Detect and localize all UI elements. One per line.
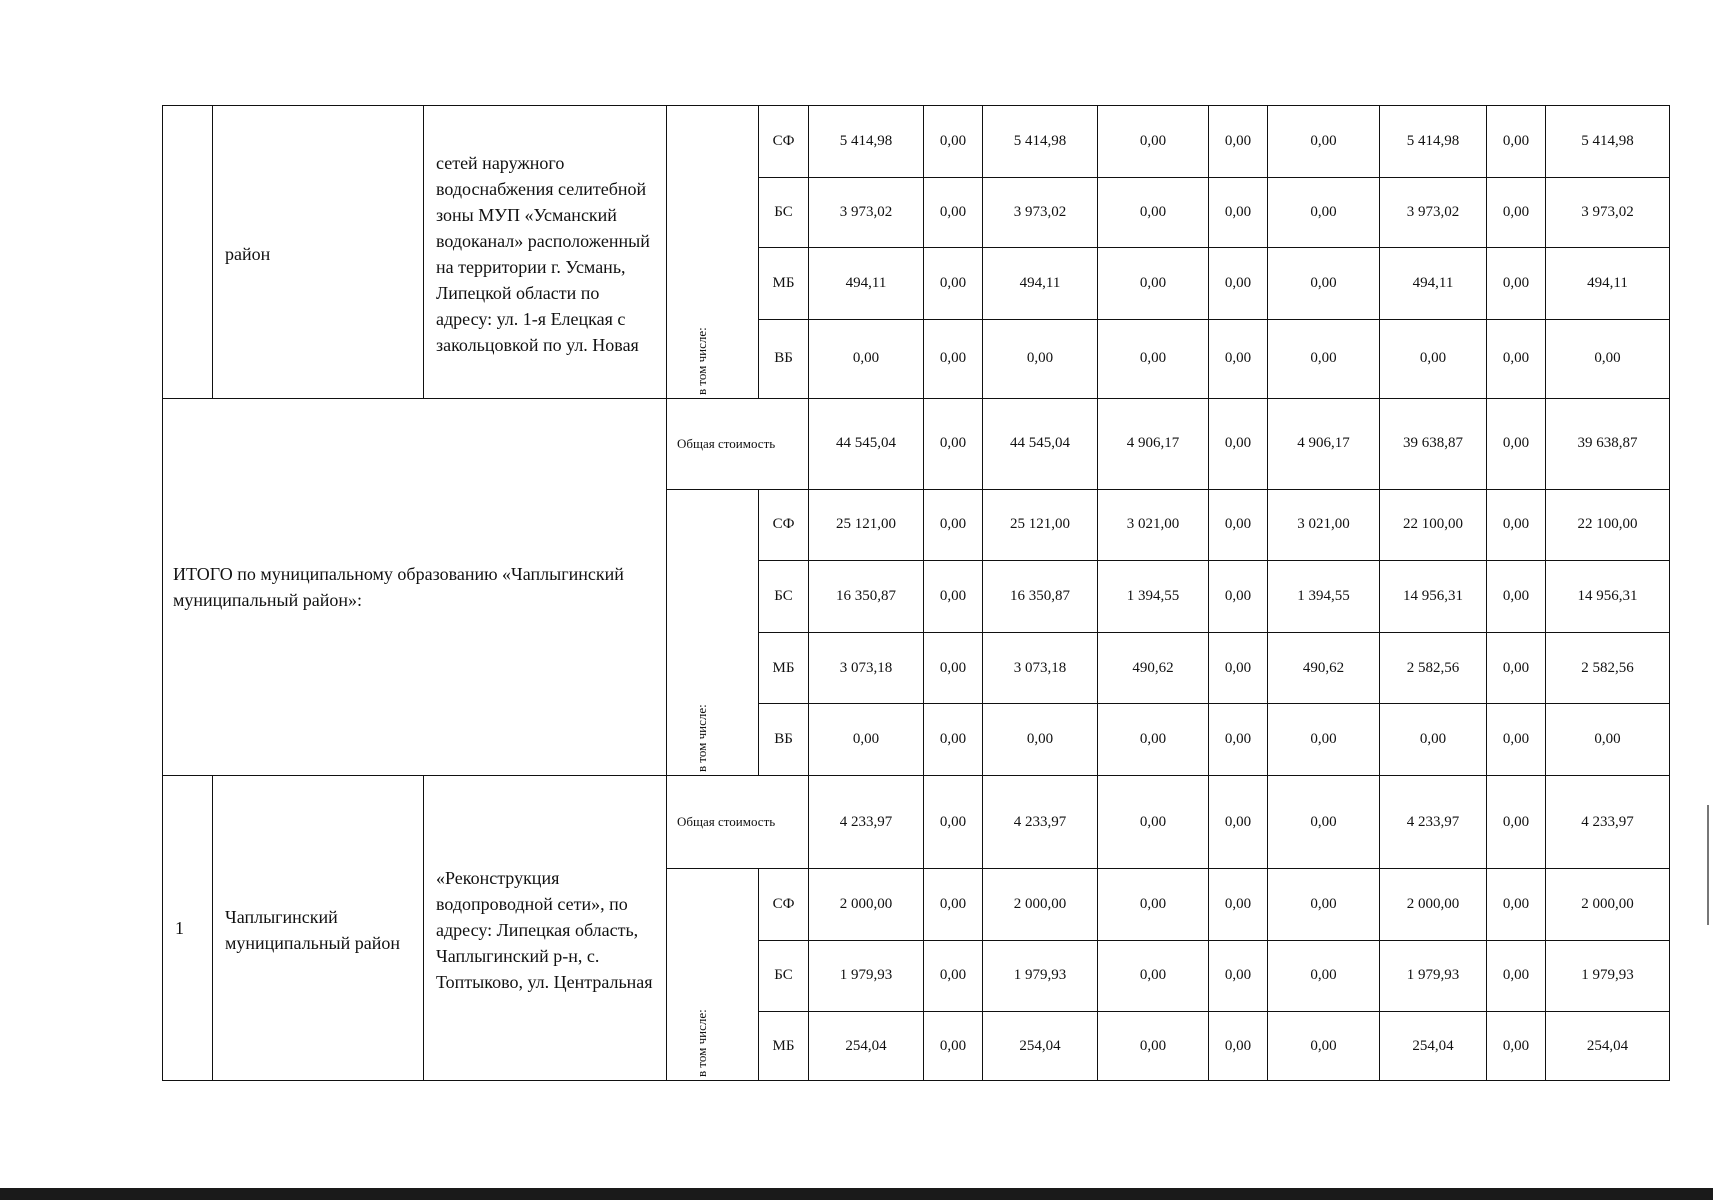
value-cell: 0,00 [1487, 489, 1546, 561]
value-cell: 490,62 [1098, 632, 1209, 704]
value-cell: 0,00 [1487, 1012, 1546, 1081]
value-cell: 1 394,55 [1098, 561, 1209, 633]
in-total-label: в том числе: [694, 326, 709, 395]
value-cell: 0,00 [1487, 940, 1546, 1012]
value-cell: 3 073,18 [809, 632, 924, 704]
value-cell: 494,11 [809, 248, 924, 320]
in-total-cell [667, 489, 759, 776]
value-cell: 5 414,98 [809, 106, 924, 178]
value-cell: 3 973,02 [1546, 177, 1670, 248]
value-cell: 2 582,56 [1380, 632, 1487, 704]
value-cell: 5 414,98 [983, 106, 1098, 178]
value-cell: 0,00 [1487, 106, 1546, 178]
funding-code: СФ [759, 106, 809, 178]
value-cell: 4 233,97 [1546, 776, 1670, 869]
value-cell: 2 582,56 [1546, 632, 1670, 704]
funding-code: БС [759, 177, 809, 248]
district-cell [213, 106, 424, 399]
number-cell [163, 106, 213, 399]
value-cell: 0,00 [1268, 1012, 1380, 1081]
value-cell: 2 000,00 [1546, 868, 1670, 940]
value-cell: 4 233,97 [983, 776, 1098, 869]
funding-code: БС [759, 940, 809, 1012]
in-total-label: в том числе: [694, 1009, 709, 1077]
value-cell: 3 973,02 [983, 177, 1098, 248]
value-cell: 2 000,00 [1380, 868, 1487, 940]
value-cell: 0,00 [1209, 561, 1268, 633]
table-row [163, 776, 1670, 869]
value-cell: 0,00 [1487, 319, 1546, 398]
value-cell: 254,04 [1380, 1012, 1487, 1081]
value-cell: 490,62 [1268, 632, 1380, 704]
table-row [163, 106, 1670, 178]
value-cell: 0,00 [924, 868, 983, 940]
value-cell: 0,00 [1546, 319, 1670, 398]
value-cell: 0,00 [1098, 868, 1209, 940]
district-name: район [225, 243, 271, 264]
value-cell: 254,04 [983, 1012, 1098, 1081]
value-cell: 0,00 [1209, 704, 1268, 776]
value-cell: 0,00 [1209, 776, 1268, 869]
value-cell: 3 973,02 [809, 177, 924, 248]
value-cell: 0,00 [1098, 776, 1209, 869]
value-cell: 494,11 [983, 248, 1098, 320]
number-cell [163, 776, 213, 1081]
value-cell: 25 121,00 [983, 489, 1098, 561]
funding-code: МБ [759, 632, 809, 704]
value-cell: 4 906,17 [1098, 398, 1209, 489]
value-cell: 14 956,31 [1380, 561, 1487, 633]
value-cell: 3 021,00 [1268, 489, 1380, 561]
value-cell: 0,00 [1209, 632, 1268, 704]
value-cell: 254,04 [1546, 1012, 1670, 1081]
value-cell: 0,00 [1487, 561, 1546, 633]
value-cell: 0,00 [1209, 248, 1268, 320]
value-cell: 0,00 [1209, 1012, 1268, 1081]
table-row [163, 398, 1670, 489]
value-cell: 0,00 [1098, 940, 1209, 1012]
value-cell: 0,00 [1487, 248, 1546, 320]
value-cell: 0,00 [924, 319, 983, 398]
project-number: 1 [175, 917, 184, 938]
value-cell: 2 000,00 [809, 868, 924, 940]
value-cell: 5 414,98 [1380, 106, 1487, 178]
value-cell: 0,00 [1268, 776, 1380, 869]
value-cell: 0,00 [1268, 248, 1380, 320]
value-cell: 0,00 [1487, 776, 1546, 869]
value-cell: 14 956,31 [1546, 561, 1670, 633]
value-cell: 0,00 [1380, 704, 1487, 776]
value-cell: 1 979,93 [1546, 940, 1670, 1012]
value-cell: 0,00 [983, 319, 1098, 398]
value-cell: 1 979,93 [1380, 940, 1487, 1012]
value-cell: 0,00 [1268, 106, 1380, 178]
scan-right-mark [1707, 805, 1709, 925]
value-cell: 1 979,93 [809, 940, 924, 1012]
value-cell: 494,11 [1546, 248, 1670, 320]
value-cell: 0,00 [1098, 319, 1209, 398]
value-cell: 16 350,87 [809, 561, 924, 633]
itogo-cell [163, 398, 667, 775]
description-cell [424, 776, 667, 1081]
value-cell: 0,00 [1098, 248, 1209, 320]
value-cell: 3 073,18 [983, 632, 1098, 704]
district-cell [213, 776, 424, 1081]
value-cell: 0,00 [1268, 940, 1380, 1012]
value-cell: 5 414,98 [1546, 106, 1670, 178]
value-cell: 39 638,87 [1380, 398, 1487, 489]
in-total-label: в том числе: [694, 704, 709, 773]
value-cell: 22 100,00 [1546, 489, 1670, 561]
value-cell: 0,00 [1098, 704, 1209, 776]
value-cell: 0,00 [1268, 704, 1380, 776]
value-cell: 0,00 [1098, 177, 1209, 248]
value-cell: 0,00 [1209, 177, 1268, 248]
value-cell: 254,04 [809, 1012, 924, 1081]
value-cell: 0,00 [924, 940, 983, 1012]
project-description: сетей наружного водоснабжения селитебной зоны МУП «Усманский водоканал» расположенный на территории г. Усмань, Липецкой области по адресу: ул. 1-я Елецкая с закольцовкой по ул. Новая [436, 152, 650, 355]
value-cell: 39 638,87 [1546, 398, 1670, 489]
value-cell: 1 979,93 [983, 940, 1098, 1012]
value-cell: 0,00 [1487, 177, 1546, 248]
funding-code: СФ [759, 489, 809, 561]
value-cell: 0,00 [983, 704, 1098, 776]
value-cell: 0,00 [809, 704, 924, 776]
value-cell: 0,00 [924, 398, 983, 489]
value-cell: 22 100,00 [1380, 489, 1487, 561]
value-cell: 494,11 [1380, 248, 1487, 320]
funding-code: ВБ [759, 704, 809, 776]
value-cell: 0,00 [924, 1012, 983, 1081]
project-description: «Реконструкция водопроводной сети», по адресу: Липецкая область, Чаплыгинский р-н, с. Топтыково, ул. Центральная [436, 868, 653, 993]
funding-code: МБ [759, 248, 809, 320]
value-cell: 3 021,00 [1098, 489, 1209, 561]
value-cell: 0,00 [924, 704, 983, 776]
value-cell: 2 000,00 [983, 868, 1098, 940]
value-cell: 0,00 [1546, 704, 1670, 776]
value-cell: 4 233,97 [1380, 776, 1487, 869]
total-cost-label: Общая стоимость [677, 435, 776, 451]
value-cell: 0,00 [924, 248, 983, 320]
value-cell: 16 350,87 [983, 561, 1098, 633]
value-cell: 0,00 [924, 632, 983, 704]
value-cell: 0,00 [924, 177, 983, 248]
value-cell: 0,00 [1487, 868, 1546, 940]
value-cell: 0,00 [1487, 704, 1546, 776]
value-cell: 4 906,17 [1268, 398, 1380, 489]
in-total-cell [667, 106, 759, 399]
scan-bottom-edge [0, 1188, 1713, 1200]
value-cell: 0,00 [924, 489, 983, 561]
value-cell: 0,00 [924, 106, 983, 178]
value-cell: 0,00 [1209, 940, 1268, 1012]
value-cell: 0,00 [924, 561, 983, 633]
value-cell: 0,00 [1098, 1012, 1209, 1081]
description-cell [424, 106, 667, 399]
total-cost-cell [667, 398, 809, 489]
budget-table [162, 105, 1670, 1081]
value-cell: 0,00 [1487, 632, 1546, 704]
total-cost-label: Общая стоимость [677, 814, 776, 830]
value-cell: 44 545,04 [983, 398, 1098, 489]
value-cell: 0,00 [1209, 398, 1268, 489]
district-name: Чаплыгинский муниципальный район [225, 907, 401, 954]
value-cell: 44 545,04 [809, 398, 924, 489]
value-cell: 0,00 [1487, 398, 1546, 489]
value-cell: 1 394,55 [1268, 561, 1380, 633]
value-cell: 0,00 [1209, 106, 1268, 178]
funding-code: ВБ [759, 319, 809, 398]
value-cell: 0,00 [1209, 319, 1268, 398]
funding-code: БС [759, 561, 809, 633]
value-cell: 0,00 [1268, 868, 1380, 940]
in-total-cell [667, 868, 759, 1080]
value-cell: 3 973,02 [1380, 177, 1487, 248]
value-cell: 4 233,97 [809, 776, 924, 869]
value-cell: 0,00 [1380, 319, 1487, 398]
value-cell: 0,00 [1098, 106, 1209, 178]
value-cell: 25 121,00 [809, 489, 924, 561]
value-cell: 0,00 [809, 319, 924, 398]
value-cell: 0,00 [1209, 868, 1268, 940]
itogo-title: ИТОГО по муниципальному образованию «Чаплыгинский муниципальный район»: [173, 563, 624, 610]
total-cost-cell [667, 776, 809, 869]
funding-code: СФ [759, 868, 809, 940]
value-cell: 0,00 [924, 776, 983, 869]
value-cell: 0,00 [1209, 489, 1268, 561]
value-cell: 0,00 [1268, 177, 1380, 248]
value-cell: 0,00 [1268, 319, 1380, 398]
funding-code: МБ [759, 1012, 809, 1081]
